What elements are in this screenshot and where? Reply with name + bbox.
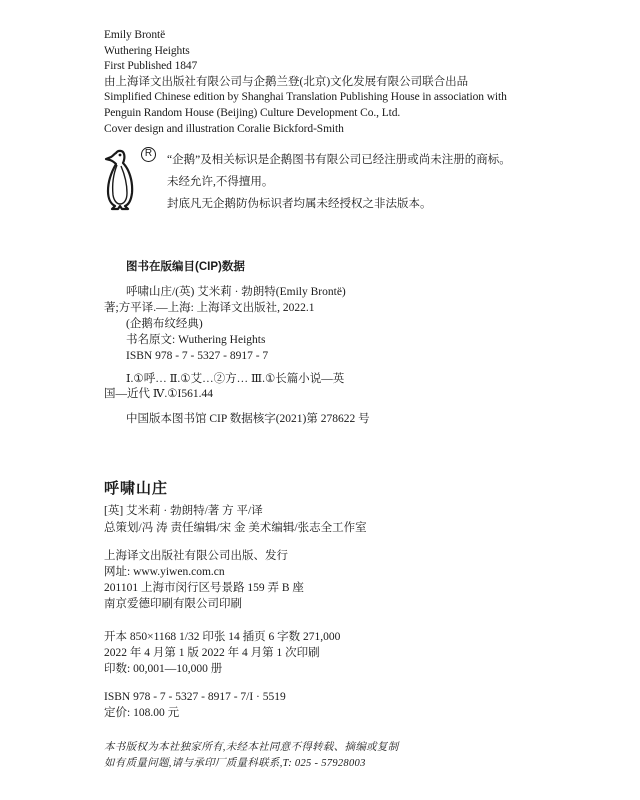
cip-entry: ISBN 978 - 7 - 5327 - 8917 - 7 bbox=[126, 349, 269, 362]
cip-heading: 图书在版编目(CIP)数据 bbox=[126, 261, 245, 273]
format-specs: 开本 850×1168 1/32 印张 14 插页 6 字数 271,000 bbox=[104, 631, 341, 643]
publisher-website: 网址: www.yiwen.com.cn bbox=[104, 566, 225, 578]
trademark-line: “企鹅”及相关标识是企鹅图书有限公司已经注册或尚未注册的商标。 bbox=[167, 154, 511, 166]
publisher-info bbox=[104, 548, 304, 612]
copyright-line: 本书版权为本社独家所有,未经本社同意不得转载、摘编或复制 bbox=[104, 742, 399, 753]
trademark-line: 未经允许,不得擅用。 bbox=[167, 176, 274, 188]
first-published: First Published 1847 bbox=[104, 60, 198, 73]
book-credits bbox=[104, 503, 367, 537]
joint-publication-note: 由上海译文出版社有限公司与企鹅兰登(北京)文化发展有限公司联合出品 bbox=[104, 75, 469, 88]
author-translator-credit: [英] 艾米莉 · 勃朗特/著 方 平/译 bbox=[104, 505, 263, 517]
copyright-notice bbox=[104, 740, 399, 772]
cip-entry: (企鹅布纹经典) bbox=[126, 317, 203, 330]
edition-note-line-1: Simplified Chinese edition by Shanghai Translation Publishing House in association with bbox=[104, 91, 507, 104]
trademark-text bbox=[167, 149, 511, 215]
author-name-english: Emily Brontë bbox=[104, 29, 166, 41]
isbn-full: ISBN 978 - 7 - 5327 - 8917 - 7/I · 5519 bbox=[104, 691, 286, 703]
price: 定价: 108.00 元 bbox=[104, 707, 180, 719]
cover-design-credit: Cover design and illustration Coralie Bickford-Smith bbox=[104, 122, 344, 135]
publisher-name: 上海译文出版社有限公司出版、发行 bbox=[104, 550, 288, 562]
isbn-price bbox=[104, 689, 286, 721]
book-title: 呼啸山庄 bbox=[104, 480, 169, 497]
edition-date: 2022 年 4 月第 1 版 2022 年 4 月第 1 次印刷 bbox=[104, 647, 320, 659]
cip-entry: 呼啸山庄/(英) 艾米莉 · 勃朗特(Emily Brontë) bbox=[126, 285, 346, 298]
trademark-notice bbox=[104, 147, 584, 222]
cip-data bbox=[104, 260, 370, 427]
penguin-icon bbox=[104, 149, 136, 211]
cip-entry: 著;方平译.—上海: 上海译文出版社, 2022.1 bbox=[104, 301, 315, 314]
cip-classification bbox=[104, 372, 370, 403]
cip-entry: 书名原文: Wuthering Heights bbox=[126, 333, 266, 346]
cip-entries bbox=[104, 284, 370, 364]
title-english: Wuthering Heights bbox=[104, 44, 190, 57]
publisher-address: 201101 上海市闵行区号景路 159 弄 B 座 bbox=[104, 582, 304, 594]
print-run: 印数: 00,001—10,000 册 bbox=[104, 663, 223, 675]
quality-contact-line: 如有质量问题,请与承印厂质量科联系,T: 025 - 57928003 bbox=[104, 758, 366, 769]
cip-number: 中国版本图书馆 CIP 数据核字(2021)第 278622 号 bbox=[126, 412, 370, 425]
trademark-line: 封底凡无企鹅防伪标识者均属未经授权之非法版本。 bbox=[167, 198, 432, 210]
cip-class-line: Ⅰ.①呼… Ⅱ.①艾…②方… Ⅲ.①长篇小说—英 bbox=[126, 372, 345, 385]
print-specs bbox=[104, 629, 340, 677]
registered-trademark-icon: R bbox=[141, 147, 156, 162]
editorial-credit: 总策划/冯 涛 责任编辑/宋 金 美术编辑/张志全工作室 bbox=[104, 522, 367, 534]
printer-name: 南京爱德印刷有限公司印刷 bbox=[104, 598, 242, 610]
cip-class-line: 国—近代 Ⅳ.①I561.44 bbox=[104, 388, 214, 401]
edition-note-line-2: Penguin Random House (Beijing) Culture Development Co., Ltd. bbox=[104, 106, 401, 119]
imprint-header bbox=[104, 28, 507, 137]
